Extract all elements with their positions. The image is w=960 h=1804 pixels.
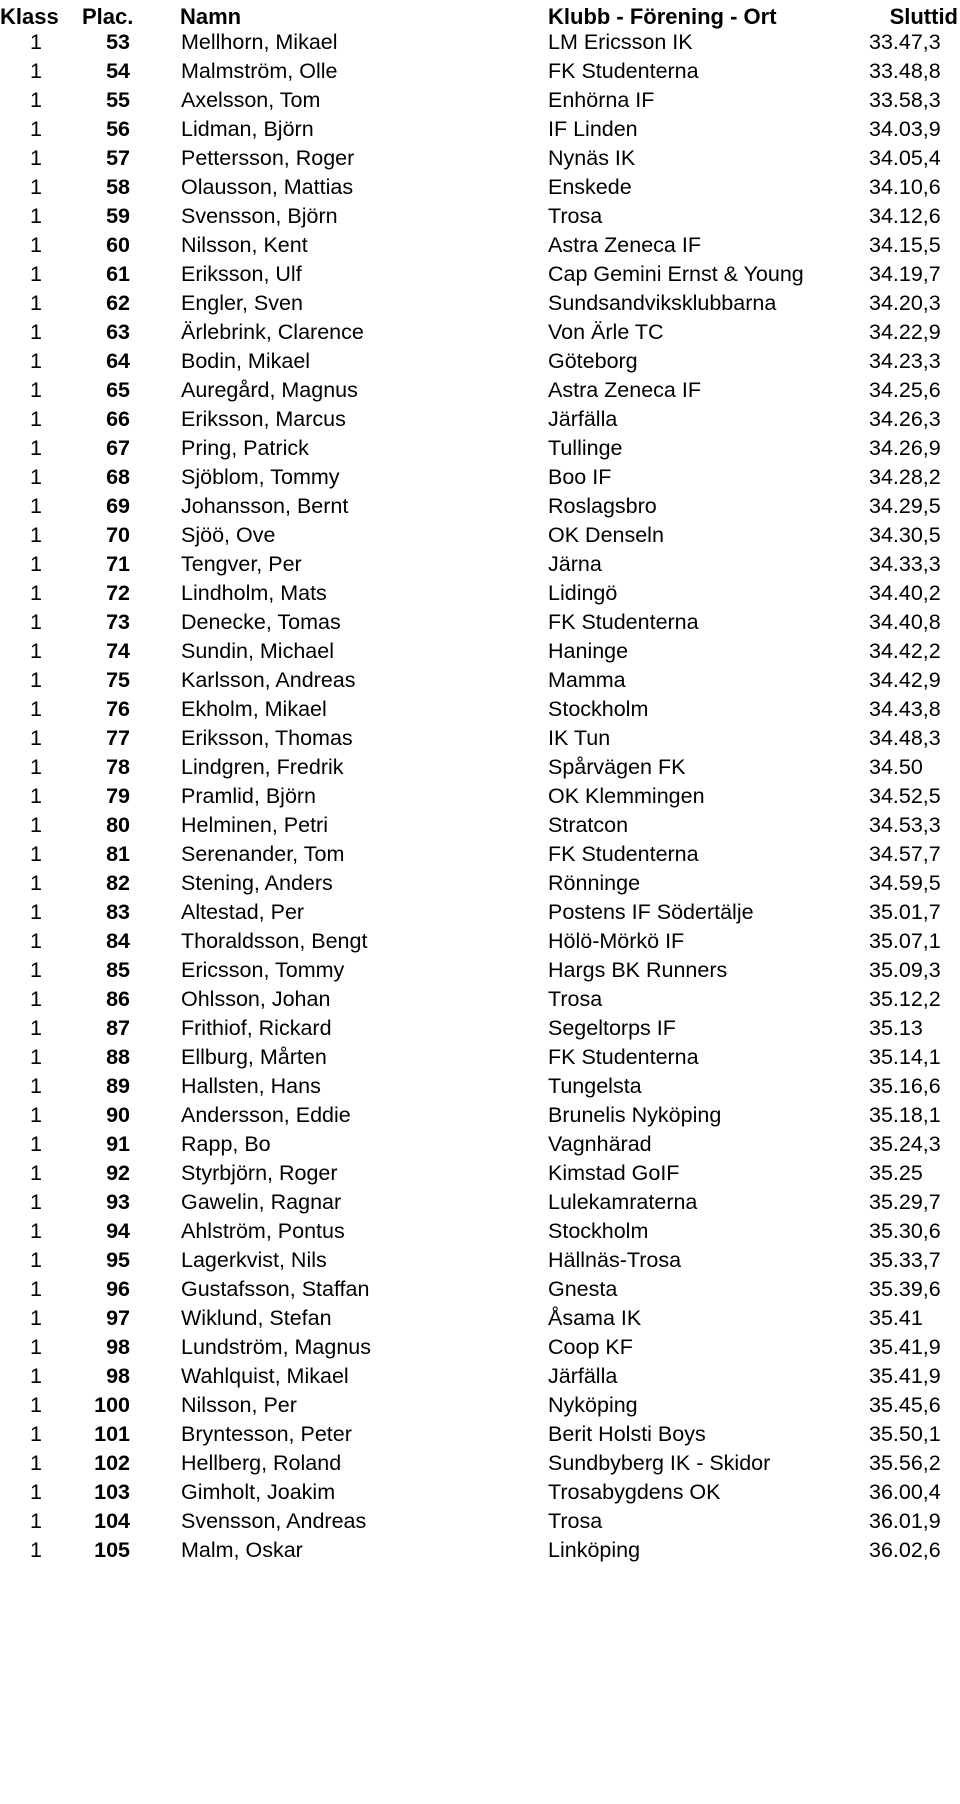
cell-namn: Gustafsson, Staffan (181, 1277, 370, 1301)
cell-sluttid: 33.47,3 (869, 30, 941, 54)
cell-sluttid: 34.42,9 (869, 668, 941, 692)
cell-klubb: Trosa (548, 204, 603, 228)
cell-klass: 1 (30, 1248, 42, 1272)
cell-namn: Auregård, Magnus (181, 378, 358, 402)
cell-plac: 59 (106, 204, 130, 228)
cell-klubb: Stockholm (548, 1219, 649, 1243)
cell-plac: 93 (106, 1190, 130, 1214)
cell-klubb: Astra Zeneca IF (548, 378, 701, 402)
cell-namn: Sjöblom, Tommy (181, 465, 340, 489)
cell-klass: 1 (30, 1190, 42, 1214)
cell-klass: 1 (30, 1045, 42, 1069)
cell-namn: Mellhorn, Mikael (181, 30, 338, 54)
cell-klubb: Nynäs IK (548, 146, 636, 170)
cell-klubb: IK Tun (548, 726, 611, 750)
cell-klubb: Trosabygdens OK (548, 1480, 721, 1504)
cell-plac: 75 (106, 668, 130, 692)
header-klass: Klass (0, 4, 59, 29)
cell-plac: 67 (106, 436, 130, 460)
header-namn: Namn (180, 4, 242, 29)
cell-klubb: FK Studenterna (548, 1045, 699, 1069)
cell-klubb: OK Klemmingen (548, 784, 705, 808)
cell-sluttid: 35.09,3 (869, 958, 941, 982)
cell-klubb: Berit Holsti Boys (548, 1422, 706, 1446)
cell-sluttid: 34.28,2 (869, 465, 941, 489)
cell-plac: 64 (106, 349, 130, 373)
cell-klass: 1 (30, 1103, 42, 1127)
cell-sluttid: 35.14,1 (869, 1045, 941, 1069)
cell-klass: 1 (30, 204, 42, 228)
cell-klass: 1 (30, 1016, 42, 1040)
cell-namn: Pramlid, Björn (181, 784, 317, 808)
cell-namn: Serenander, Tom (181, 842, 345, 866)
cell-sluttid: 35.12,2 (869, 987, 941, 1011)
cell-klubb: Rönninge (548, 871, 641, 895)
cell-sluttid: 35.07,1 (869, 929, 941, 953)
cell-namn: Altestad, Per (181, 900, 305, 924)
cell-namn: Axelsson, Tom (181, 88, 321, 112)
cell-klass: 1 (30, 639, 42, 663)
cell-sluttid: 36.01,9 (869, 1509, 941, 1533)
cell-namn: Svensson, Andreas (181, 1509, 367, 1533)
cell-sluttid: 34.22,9 (869, 320, 941, 344)
cell-namn: Malmström, Olle (181, 59, 338, 83)
cell-klubb: Lidingö (548, 581, 618, 605)
cell-namn: Karlsson, Andreas (181, 668, 356, 692)
cell-namn: Bryntesson, Peter (181, 1422, 352, 1446)
cell-namn: Eriksson, Marcus (181, 407, 346, 431)
cell-plac: 91 (106, 1132, 130, 1156)
cell-klass: 1 (30, 1451, 42, 1475)
cell-klubb: Nyköping (548, 1393, 638, 1417)
cell-sluttid: 35.41 (869, 1306, 923, 1330)
cell-klass: 1 (30, 1422, 42, 1446)
cell-plac: 89 (106, 1074, 130, 1098)
cell-klubb: Tullinge (548, 436, 623, 460)
cell-plac: 74 (106, 639, 130, 663)
cell-namn: Rapp, Bo (181, 1132, 271, 1156)
cell-klass: 1 (30, 88, 42, 112)
cell-sluttid: 34.19,7 (869, 262, 941, 286)
cell-plac: 83 (106, 900, 130, 924)
cell-namn: Lagerkvist, Nils (181, 1248, 327, 1272)
cell-namn: Nilsson, Per (181, 1393, 297, 1417)
cell-namn: Andersson, Eddie (181, 1103, 351, 1127)
cell-sluttid: 35.41,9 (869, 1335, 941, 1359)
cell-plac: 69 (106, 494, 130, 518)
cell-klubb: Göteborg (548, 349, 638, 373)
cell-klass: 1 (30, 117, 42, 141)
cell-namn: Lidman, Björn (181, 117, 314, 141)
cell-namn: Eriksson, Thomas (181, 726, 353, 750)
cell-namn: Pring, Patrick (181, 436, 309, 460)
cell-sluttid: 34.12,6 (869, 204, 941, 228)
cell-klubb: Linköping (548, 1538, 641, 1562)
cell-sluttid: 35.29,7 (869, 1190, 941, 1214)
cell-plac: 103 (94, 1480, 130, 1504)
cell-klass: 1 (30, 523, 42, 547)
cell-klubb: Trosa (548, 1509, 603, 1533)
cell-sluttid: 35.33,7 (869, 1248, 941, 1272)
cell-namn: Bodin, Mikael (181, 349, 311, 373)
cell-sluttid: 35.50,1 (869, 1422, 941, 1446)
cell-klass: 1 (30, 494, 42, 518)
cell-klubb: Åsama IK (548, 1306, 642, 1330)
cell-klass: 1 (30, 1509, 42, 1533)
header-klubb: Klubb - Förening - Ort (548, 4, 777, 29)
cell-klubb: Haninge (548, 639, 629, 663)
cell-klubb: Trosa (548, 987, 603, 1011)
cell-plac: 88 (106, 1045, 130, 1069)
cell-klubb: Von Ärle TC (548, 320, 664, 344)
cell-sluttid: 34.57,7 (869, 842, 941, 866)
cell-sluttid: 34.05,4 (869, 146, 941, 170)
cell-sluttid: 34.03,9 (869, 117, 941, 141)
cell-namn: Denecke, Tomas (181, 610, 341, 634)
cell-plac: 73 (106, 610, 130, 634)
cell-klass: 1 (30, 1480, 42, 1504)
cell-klass: 1 (30, 30, 42, 54)
cell-plac: 104 (94, 1509, 130, 1533)
cell-namn: Frithiof, Rickard (181, 1016, 332, 1040)
cell-sluttid: 35.45,6 (869, 1393, 941, 1417)
cell-klass: 1 (30, 291, 42, 315)
cell-namn: Nilsson, Kent (181, 233, 308, 257)
cell-sluttid: 34.20,3 (869, 291, 941, 315)
cell-plac: 97 (106, 1306, 130, 1330)
cell-sluttid: 33.58,3 (869, 88, 941, 112)
cell-klubb: Tungelsta (548, 1074, 642, 1098)
cell-klubb: Coop KF (548, 1335, 633, 1359)
cell-sluttid: 35.24,3 (869, 1132, 941, 1156)
cell-plac: 79 (106, 784, 130, 808)
cell-namn: Gawelin, Ragnar (181, 1190, 342, 1214)
cell-namn: Hallsten, Hans (181, 1074, 321, 1098)
cell-sluttid: 34.43,8 (869, 697, 941, 721)
cell-klubb: Brunelis Nyköping (548, 1103, 722, 1127)
cell-namn: Helminen, Petri (181, 813, 328, 837)
cell-namn: Malm, Oskar (181, 1538, 303, 1562)
cell-plac: 86 (106, 987, 130, 1011)
cell-klass: 1 (30, 726, 42, 750)
cell-klubb: FK Studenterna (548, 610, 699, 634)
cell-klass: 1 (30, 958, 42, 982)
cell-klubb: Cap Gemini Ernst & Young (548, 262, 804, 286)
cell-klubb: Hargs BK Runners (548, 958, 728, 982)
cell-klubb: Spårvägen FK (548, 755, 686, 779)
cell-plac: 78 (106, 755, 130, 779)
cell-sluttid: 34.50 (869, 755, 923, 779)
cell-klubb: Boo IF (548, 465, 612, 489)
cell-sluttid: 36.00,4 (869, 1480, 941, 1504)
cell-klubb: Lulekamraterna (548, 1190, 698, 1214)
cell-namn: Wahlquist, Mikael (181, 1364, 349, 1388)
cell-namn: Lundström, Magnus (181, 1335, 372, 1359)
cell-plac: 76 (106, 697, 130, 721)
cell-klubb: Vagnhärad (548, 1132, 652, 1156)
cell-plac: 68 (106, 465, 130, 489)
cell-sluttid: 35.39,6 (869, 1277, 941, 1301)
cell-namn: Eriksson, Ulf (181, 262, 302, 286)
cell-klass: 1 (30, 1161, 42, 1185)
cell-sluttid: 33.48,8 (869, 59, 941, 83)
cell-klubb: Kimstad GoIF (548, 1161, 680, 1185)
cell-klubb: Gnesta (548, 1277, 618, 1301)
cell-plac: 53 (106, 30, 130, 54)
cell-klubb: Järfälla (548, 1364, 618, 1388)
cell-klass: 1 (30, 668, 42, 692)
cell-sluttid: 35.13 (869, 1016, 923, 1040)
cell-klubb: Stratcon (548, 813, 629, 837)
cell-namn: Pettersson, Roger (181, 146, 355, 170)
cell-klass: 1 (30, 697, 42, 721)
cell-plac: 101 (94, 1422, 130, 1446)
cell-klass: 1 (30, 871, 42, 895)
cell-sluttid: 35.16,6 (869, 1074, 941, 1098)
cell-klass: 1 (30, 987, 42, 1011)
cell-plac: 56 (106, 117, 130, 141)
cell-klubb: Järna (548, 552, 602, 576)
cell-klubb: LM Ericsson IK (548, 30, 693, 54)
header-plac: Plac. (82, 4, 134, 29)
cell-klubb: Sundbyberg IK - Skidor (548, 1451, 771, 1475)
cell-klubb: Hölö-Mörkö IF (548, 929, 685, 953)
cell-sluttid: 35.01,7 (869, 900, 941, 924)
cell-plac: 77 (106, 726, 130, 750)
cell-namn: Engler, Sven (181, 291, 303, 315)
cell-klass: 1 (30, 813, 42, 837)
cell-sluttid: 34.30,5 (869, 523, 941, 547)
cell-klubb: FK Studenterna (548, 842, 699, 866)
cell-klass: 1 (30, 407, 42, 431)
cell-klubb: Segeltorps IF (548, 1016, 676, 1040)
cell-sluttid: 34.25,6 (869, 378, 941, 402)
cell-plac: 55 (106, 88, 130, 112)
cell-plac: 81 (106, 842, 130, 866)
cell-klass: 1 (30, 262, 42, 286)
cell-sluttid: 34.42,2 (869, 639, 941, 663)
cell-namn: Sjöö, Ove (181, 523, 276, 547)
cell-plac: 70 (106, 523, 130, 547)
cell-klass: 1 (30, 59, 42, 83)
cell-plac: 54 (106, 59, 130, 83)
cell-plac: 57 (106, 146, 130, 170)
cell-klass: 1 (30, 1364, 42, 1388)
cell-klubb: Roslagsbro (548, 494, 657, 518)
cell-namn: Lindholm, Mats (181, 581, 327, 605)
cell-klass: 1 (30, 436, 42, 460)
cell-namn: Ellburg, Mårten (181, 1045, 327, 1069)
cell-klubb: IF Linden (548, 117, 638, 141)
cell-sluttid: 34.26,3 (869, 407, 941, 431)
cell-plac: 102 (94, 1451, 130, 1475)
cell-klubb: Postens IF Södertälje (548, 900, 754, 924)
cell-plac: 96 (106, 1277, 130, 1301)
cell-klass: 1 (30, 900, 42, 924)
cell-plac: 94 (106, 1219, 130, 1243)
cell-plac: 63 (106, 320, 130, 344)
cell-plac: 105 (94, 1538, 130, 1562)
cell-sluttid: 34.29,5 (869, 494, 941, 518)
cell-namn: Johansson, Bernt (181, 494, 349, 518)
cell-klass: 1 (30, 1277, 42, 1301)
cell-namn: Lindgren, Fredrik (181, 755, 344, 779)
cell-klass: 1 (30, 1306, 42, 1330)
cell-namn: Ohlsson, Johan (181, 987, 331, 1011)
cell-plac: 87 (106, 1016, 130, 1040)
cell-klubb: Mamma (548, 668, 626, 692)
cell-sluttid: 35.18,1 (869, 1103, 941, 1127)
cell-klass: 1 (30, 1074, 42, 1098)
cell-sluttid: 34.48,3 (869, 726, 941, 750)
cell-namn: Ahlström, Pontus (181, 1219, 345, 1243)
cell-namn: Ericsson, Tommy (181, 958, 345, 982)
cell-klubb: Sundsandviksklubbarna (548, 291, 777, 315)
cell-plac: 84 (106, 929, 130, 953)
cell-klubb: Astra Zeneca IF (548, 233, 701, 257)
cell-klubb: Enhörna IF (548, 88, 655, 112)
cell-klass: 1 (30, 1219, 42, 1243)
cell-klubb: Stockholm (548, 697, 649, 721)
cell-sluttid: 35.41,9 (869, 1364, 941, 1388)
cell-sluttid: 35.30,6 (869, 1219, 941, 1243)
cell-plac: 95 (106, 1248, 130, 1272)
cell-klass: 1 (30, 378, 42, 402)
cell-plac: 92 (106, 1161, 130, 1185)
cell-namn: Svensson, Björn (181, 204, 338, 228)
cell-sluttid: 34.10,6 (869, 175, 941, 199)
cell-klass: 1 (30, 175, 42, 199)
cell-plac: 72 (106, 581, 130, 605)
cell-namn: Gimholt, Joakim (181, 1480, 336, 1504)
cell-plac: 60 (106, 233, 130, 257)
cell-plac: 100 (94, 1393, 130, 1417)
cell-plac: 85 (106, 958, 130, 982)
cell-klass: 1 (30, 349, 42, 373)
cell-namn: Olausson, Mattias (181, 175, 354, 199)
cell-sluttid: 34.40,8 (869, 610, 941, 634)
cell-namn: Wiklund, Stefan (181, 1306, 332, 1330)
cell-plac: 66 (106, 407, 130, 431)
cell-klass: 1 (30, 1393, 42, 1417)
cell-klubb: FK Studenterna (548, 59, 699, 83)
cell-klass: 1 (30, 233, 42, 257)
header-sluttid: Sluttid (889, 4, 958, 29)
cell-plac: 71 (106, 552, 130, 576)
cell-plac: 58 (106, 175, 130, 199)
cell-sluttid: 34.53,3 (869, 813, 941, 837)
cell-namn: Thoraldsson, Bengt (181, 929, 368, 953)
cell-namn: Ärlebrink, Clarence (181, 320, 364, 344)
cell-klass: 1 (30, 1335, 42, 1359)
cell-klass: 1 (30, 581, 42, 605)
cell-klass: 1 (30, 929, 42, 953)
cell-plac: 62 (106, 291, 130, 315)
cell-sluttid: 35.25 (869, 1161, 923, 1185)
cell-klass: 1 (30, 146, 42, 170)
cell-namn: Ekholm, Mikael (181, 697, 327, 721)
cell-sluttid: 34.15,5 (869, 233, 941, 257)
cell-sluttid: 34.23,3 (869, 349, 941, 373)
cell-sluttid: 34.52,5 (869, 784, 941, 808)
cell-plac: 98 (106, 1364, 130, 1388)
cell-plac: 82 (106, 871, 130, 895)
cell-klass: 1 (30, 755, 42, 779)
cell-klass: 1 (30, 552, 42, 576)
cell-klubb: OK Denseln (548, 523, 664, 547)
cell-klass: 1 (30, 1538, 42, 1562)
cell-klass: 1 (30, 1132, 42, 1156)
cell-klubb: Enskede (548, 175, 632, 199)
cell-sluttid: 34.26,9 (869, 436, 941, 460)
cell-sluttid: 34.33,3 (869, 552, 941, 576)
cell-plac: 61 (106, 262, 130, 286)
cell-namn: Styrbjörn, Roger (181, 1161, 338, 1185)
cell-klass: 1 (30, 320, 42, 344)
cell-plac: 80 (106, 813, 130, 837)
cell-sluttid: 36.02,6 (869, 1538, 941, 1562)
cell-plac: 65 (106, 378, 130, 402)
cell-klass: 1 (30, 784, 42, 808)
cell-namn: Hellberg, Roland (181, 1451, 342, 1475)
cell-sluttid: 34.59,5 (869, 871, 941, 895)
cell-namn: Sundin, Michael (181, 639, 334, 663)
cell-klass: 1 (30, 610, 42, 634)
cell-namn: Tengver, Per (181, 552, 302, 576)
cell-sluttid: 34.40,2 (869, 581, 941, 605)
table-row (0, 1533, 960, 1567)
cell-klass: 1 (30, 842, 42, 866)
cell-namn: Stening, Anders (181, 871, 333, 895)
cell-plac: 90 (106, 1103, 130, 1127)
cell-plac: 98 (106, 1335, 130, 1359)
cell-sluttid: 35.56,2 (869, 1451, 941, 1475)
cell-klubb: Järfälla (548, 407, 618, 431)
cell-klass: 1 (30, 465, 42, 489)
cell-klubb: Hällnäs-Trosa (548, 1248, 682, 1272)
